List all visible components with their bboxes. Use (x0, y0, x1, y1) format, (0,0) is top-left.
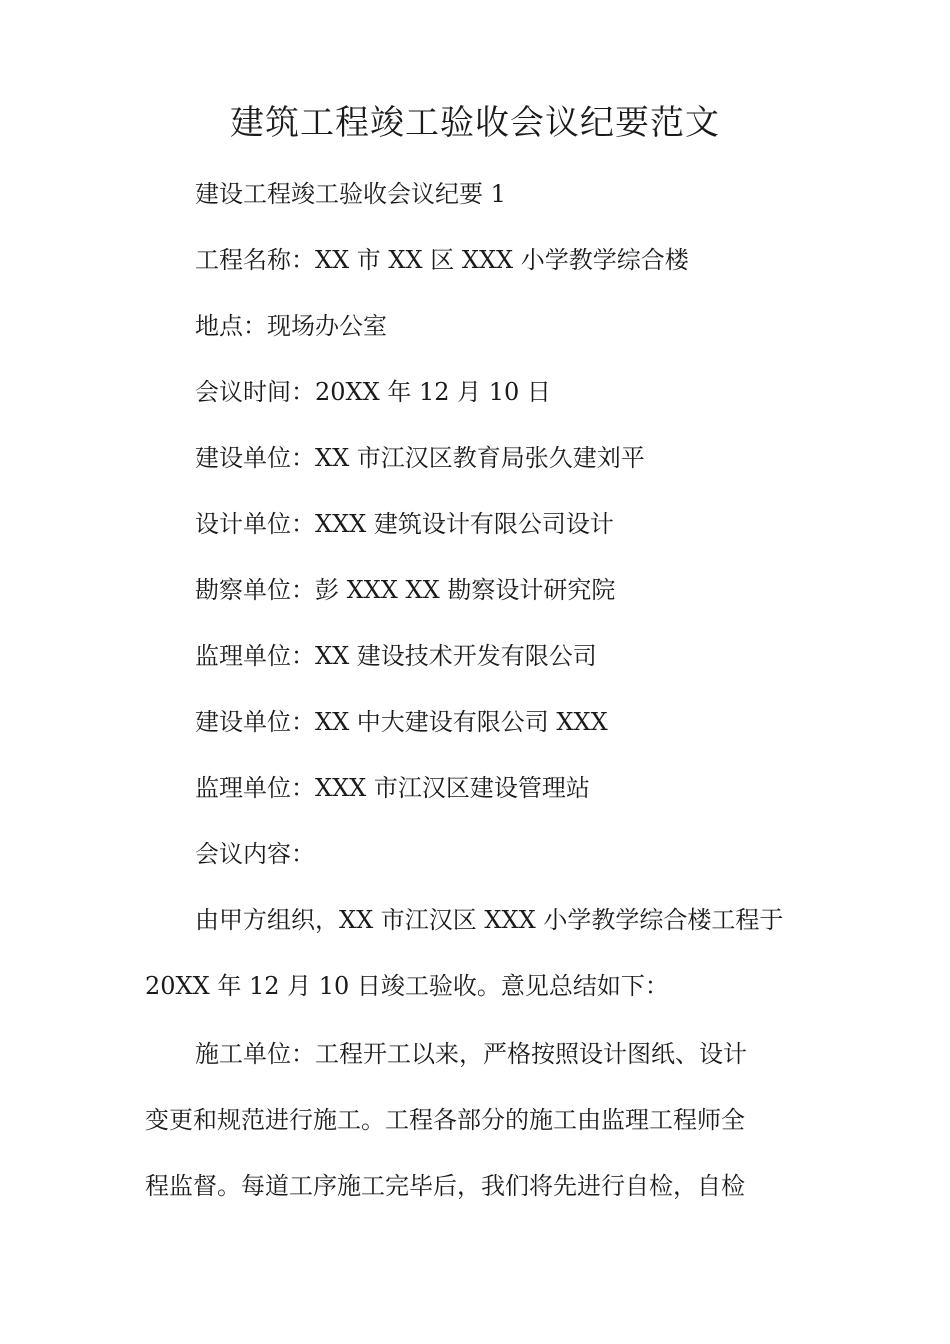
construction-unit-line-2: 建设单位：XX 中大建设有限公司 XXX (195, 708, 608, 736)
construction-unit-line: 建设单位：XX 市江汉区教育局张久建刘平 (195, 444, 645, 472)
paragraph-2-line-1: 施工单位：工程开工以来，严格按照设计图纸、设计 (195, 1040, 747, 1068)
supervision-unit-line: 监理单位：XX 建设技术开发有限公司 (195, 642, 597, 670)
paragraph-2-line-2: 变更和规范进行施工。工程各部分的施工由监理工程师全 (145, 1106, 745, 1134)
meeting-content-label: 会议内容： (195, 840, 315, 868)
paragraph-1-line-2: 20XX 年 12 月 10 日竣工验收。意见总结如下： (145, 972, 669, 1000)
meeting-time-line: 会议时间：20XX 年 12 月 10 日 (195, 378, 551, 406)
project-name-line: 工程名称：XX 市 XX 区 XXX 小学教学综合楼 (195, 246, 689, 274)
location-line: 地点：现场办公室 (195, 312, 387, 340)
heading-minutes-1: 建设工程竣工验收会议纪要 1 (195, 180, 506, 208)
paragraph-1-line-1: 由甲方组织，XX 市江汉区 XXX 小学教学综合楼工程于 (195, 906, 784, 934)
design-unit-line: 设计单位：XXX 建筑设计有限公司设计 (195, 510, 614, 538)
paragraph-2-line-3: 程监督。每道工序施工完毕后，我们将先进行自检，自检 (145, 1172, 745, 1200)
supervision-unit-line-2: 监理单位：XXX 市江汉区建设管理站 (195, 774, 590, 802)
survey-unit-line: 勘察单位：彭 XXX XX 勘察设计研究院 (195, 576, 616, 604)
document-title: 建筑工程竣工验收会议纪要范文 (230, 103, 720, 143)
